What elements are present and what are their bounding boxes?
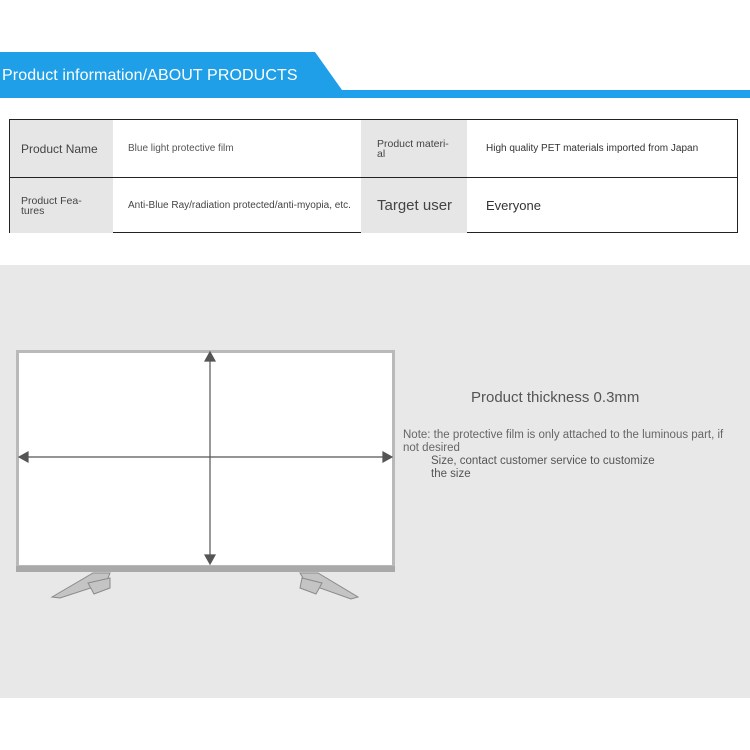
banner-title: Product information/ABOUT PRODUCTS	[2, 67, 298, 84]
customize-size-text	[431, 455, 731, 481]
product-material-value: High quality PET materials imported from Japan	[486, 143, 699, 154]
target-user-label: Target user	[361, 178, 467, 233]
product-features-label-text: Product Fea- tures	[21, 194, 82, 217]
product-name-value: Blue light protective film	[128, 143, 234, 154]
product-name-label: Product Name	[10, 120, 113, 177]
product-thickness-text: Product thickness 0.3mm	[471, 389, 640, 406]
customize-size-text-content: Size, contact customer service to customize the size	[431, 455, 655, 480]
product-material-label-text: Product materi- al	[377, 137, 449, 160]
product-features-value-text: Anti-Blue Ray/radiation protected/anti-myopia, etc.	[128, 200, 351, 211]
target-user-value: Everyone	[486, 198, 541, 213]
note-text: Note: the protective film is only attached to the luminous part, if not desired	[403, 429, 724, 454]
